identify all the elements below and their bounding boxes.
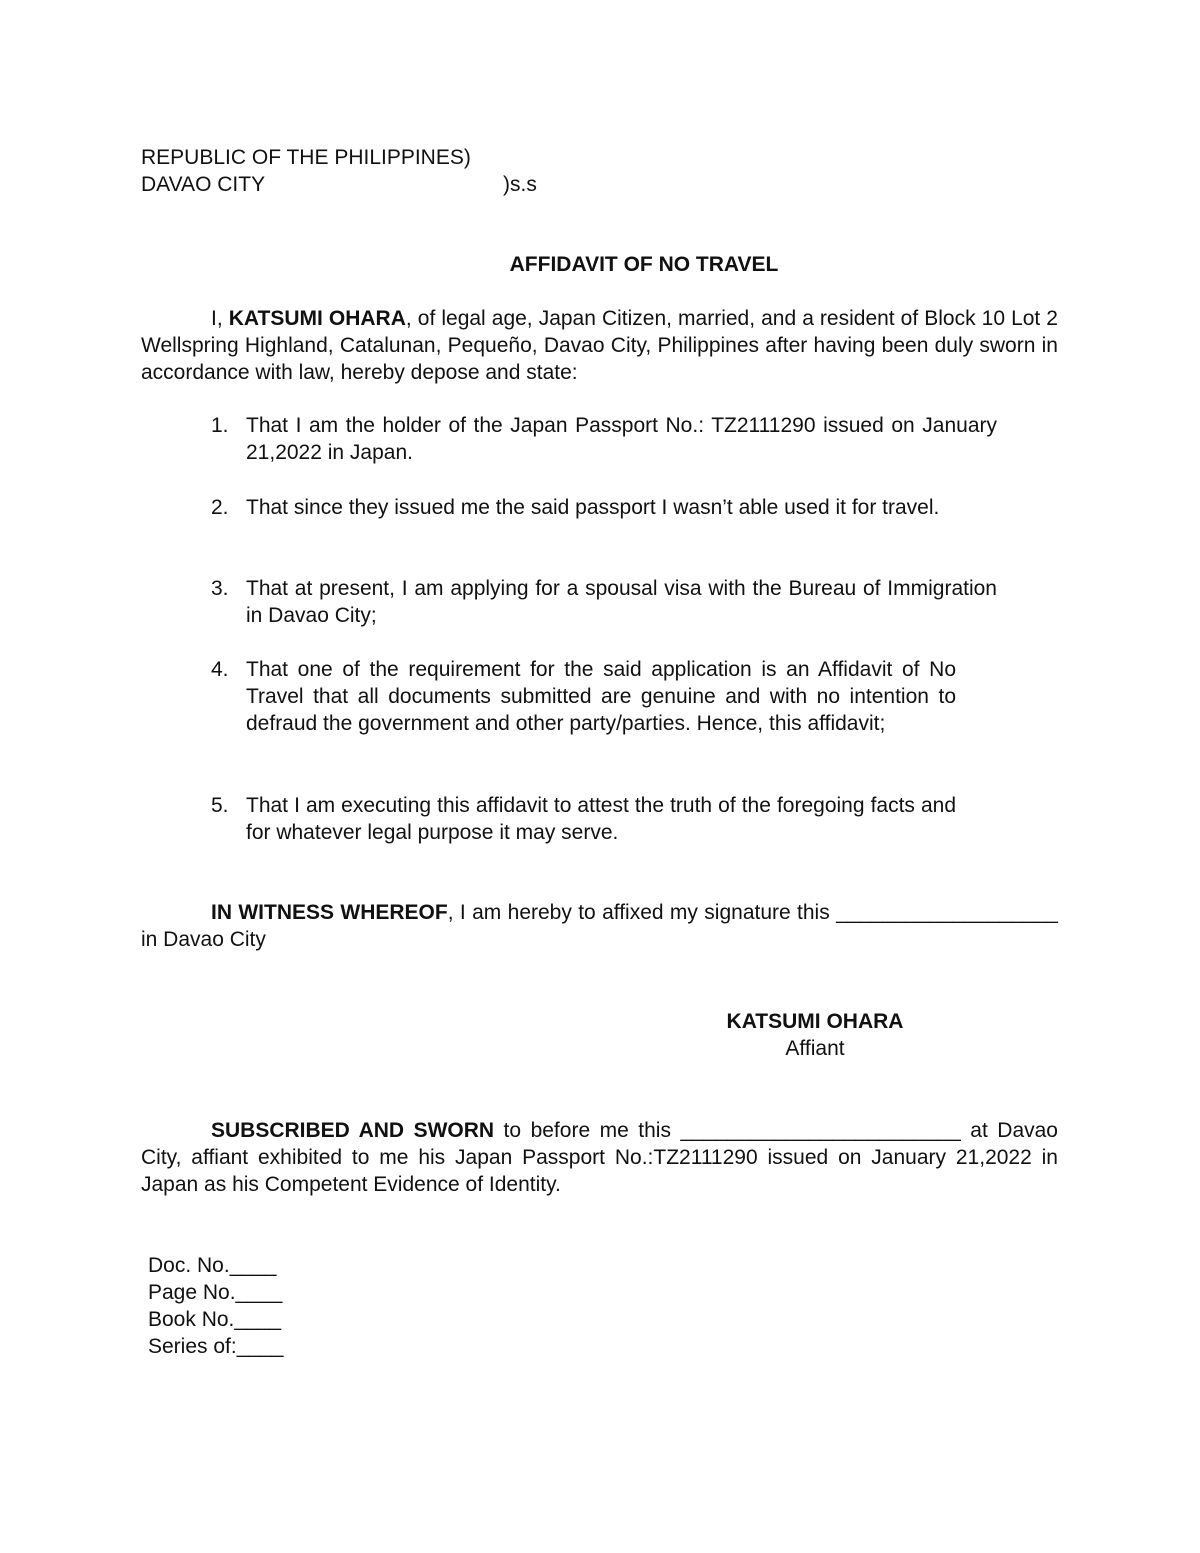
list-item bbox=[211, 412, 997, 466]
list-item bbox=[211, 792, 997, 846]
list-item bbox=[211, 494, 997, 521]
list-item-text: That at present, I am applying for a spousal visa with the Bureau of Immigration in Davao City; bbox=[246, 577, 997, 627]
list-item-number: 1. bbox=[211, 414, 229, 437]
list-item-text: That I am the holder of the Japan Passport No.: TZ2111290 issued on January 21,2022 in Japan. bbox=[246, 414, 997, 464]
page-no: Page No.____ bbox=[148, 1281, 283, 1304]
jurat-paragraph bbox=[141, 1117, 1058, 1198]
affiant-role: Affiant bbox=[785, 1037, 845, 1060]
witness-heading: IN WITNESS WHEREOF bbox=[211, 901, 448, 924]
jurat-heading: SUBSCRIBED AND SWORN bbox=[211, 1119, 495, 1142]
list-item bbox=[211, 575, 997, 629]
intro-rest: , of legal age, Japan Citizen, married, and a resident of Block 10 Lot 2 Wellspring Highland, Catalunan, Pequeño, Davao City, Philippines after having been duly sworn in accordance with law, hereby depose and state: bbox=[141, 307, 1058, 384]
caption-republic: REPUBLIC OF THE PHILIPPINES) bbox=[141, 146, 471, 169]
jurat-text: to before me this ________________________ at Davao City, affiant exhibited to me his Japan Passport No.:TZ2111290 issued on January 21,2022 in Japan as his Competent Evidence of Identity. bbox=[141, 1119, 1058, 1196]
notarial-register bbox=[148, 1252, 283, 1360]
intro-pre: I, bbox=[211, 307, 229, 330]
document-title: AFFIDAVIT OF NO TRAVEL bbox=[509, 253, 779, 276]
list-item-text: That since they issued me the said passport I wasn’t able used it for travel. bbox=[246, 496, 940, 519]
list-item bbox=[211, 656, 997, 737]
list-item-number: 2. bbox=[211, 496, 229, 519]
caption-city: DAVAO CITY bbox=[141, 173, 266, 196]
witness-text: , I am hereby to affixed my signature this ___________________ in Davao City bbox=[141, 901, 1058, 951]
caption-ss: )s.s bbox=[503, 173, 537, 196]
list-item-number: 3. bbox=[211, 577, 229, 600]
witness-paragraph bbox=[141, 899, 1058, 953]
list-item-text: That one of the requirement for the said application is an Affidavit of No Travel that all documents submitted are genuine and with no intention to defraud the government and other party/parties. Hence, this affidavit; bbox=[246, 658, 956, 735]
intro-paragraph bbox=[141, 305, 1058, 386]
series-of: Series of:____ bbox=[148, 1335, 284, 1358]
list-item-number: 4. bbox=[211, 658, 229, 681]
venue-caption bbox=[141, 144, 471, 198]
list-item-number: 5. bbox=[211, 794, 229, 817]
book-no: Book No.____ bbox=[148, 1308, 282, 1331]
doc-no: Doc. No.____ bbox=[148, 1254, 277, 1277]
affiant-name: KATSUMI OHARA bbox=[726, 1010, 904, 1033]
affiant-name-inline: KATSUMI OHARA bbox=[228, 307, 406, 330]
list-item-text: That I am executing this affidavit to attest the truth of the foregoing facts and for whatever legal purpose it may serve. bbox=[246, 794, 956, 844]
affiant-signature-block bbox=[690, 1008, 940, 1062]
